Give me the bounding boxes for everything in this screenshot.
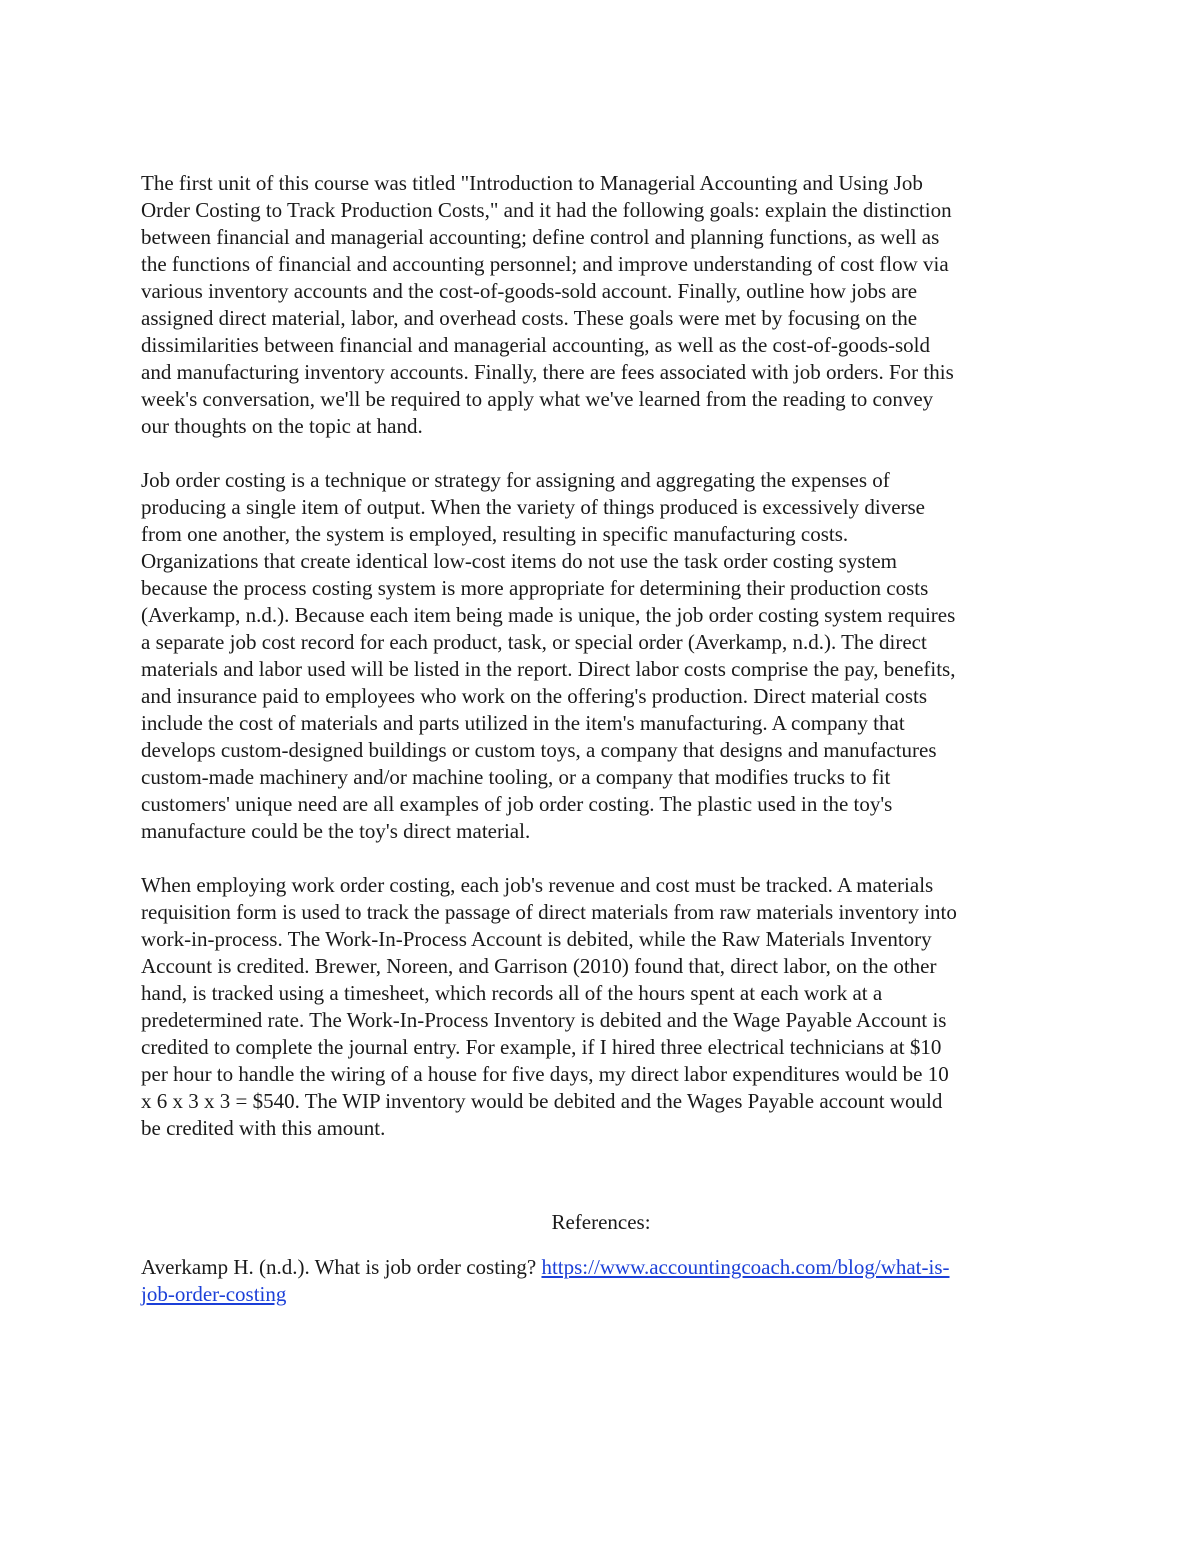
text-line: a separate job cost record for each product, task, or special order (Averkamp, n.d.). The direct: [141, 630, 927, 654]
reference-line: [141, 1254, 1061, 1281]
text-line: requisition form is used to track the passage of direct materials from raw materials inventory into: [141, 900, 957, 924]
text-line: Order Costing to Track Production Costs," and it had the following goals: explain the distinction: [141, 198, 952, 222]
paragraph-2: [141, 467, 1061, 845]
text-line: and manufacturing inventory accounts. Finally, there are fees associated with job orders. For this: [141, 360, 954, 384]
text-line: work-in-process. The Work-In-Process Account is debited, while the Raw Materials Inventory: [141, 927, 932, 951]
text-line: credited to complete the journal entry. For example, if I hired three electrical technicians at $10: [141, 1035, 942, 1059]
text-line: and insurance paid to employees who work on the offering's production. Direct material costs: [141, 684, 928, 708]
paragraph-3: [141, 872, 1061, 1142]
text-line: our thoughts on the topic at hand.: [141, 414, 423, 438]
document-body: [141, 170, 1061, 1308]
text-line: between financial and managerial accounting; define control and planning functions, as well as: [141, 225, 940, 249]
references-heading: References:: [551, 1210, 651, 1234]
text-line: customers' unique need are all examples of job order costing. The plastic used in the toy's: [141, 792, 893, 816]
text-line: custom-made machinery and/or machine tooling, or a company that modifies trucks to fit: [141, 765, 891, 789]
reference-link-continued[interactable]: job-order-costing: [141, 1282, 287, 1306]
text-line: assigned direct material, labor, and overhead costs. These goals were met by focusing on the: [141, 306, 918, 330]
text-line: because the process costing system is more appropriate for determining their production costs: [141, 576, 929, 600]
text-line: Job order costing is a technique or strategy for assigning and aggregating the expenses of: [141, 468, 890, 492]
paragraph-1: [141, 170, 1061, 440]
text-line: develops custom-designed buildings or custom toys, a company that designs and manufactures: [141, 738, 937, 762]
text-line: dissimilarities between financial and managerial accounting, as well as the cost-of-goods-sold: [141, 333, 931, 357]
text-line: x 6 x 3 x 3 = $540. The WIP inventory would be debited and the Wages Payable account would: [141, 1089, 943, 1113]
text-line: include the cost of materials and parts utilized in the item's manufacturing. A company that: [141, 711, 905, 735]
text-line: predetermined rate. The Work-In-Process Inventory is debited and the Wage Payable Account is: [141, 1008, 947, 1032]
text-line: (Averkamp, n.d.). Because each item being made is unique, the job order costing system requires: [141, 603, 956, 627]
text-line: from one another, the system is employed, resulting in specific manufacturing costs.: [141, 522, 849, 546]
text-line: be credited with this amount.: [141, 1116, 386, 1140]
text-line: The first unit of this course was titled "Introduction to Managerial Accounting and Using Job: [141, 171, 923, 195]
text-line: week's conversation, we'll be required to apply what we've learned from the reading to convey: [141, 387, 934, 411]
reference-entry: [141, 1254, 1061, 1308]
text-line: Organizations that create identical low-cost items do not use the task order costing system: [141, 549, 897, 573]
text-line: manufacture could be the toy's direct material.: [141, 819, 531, 843]
text-line: Account is credited. Brewer, Noreen, and Garrison (2010) found that, direct labor, on the other: [141, 954, 937, 978]
text-line: producing a single item of output. When the variety of things produced is excessively diverse: [141, 495, 926, 519]
reference-line: [141, 1281, 1061, 1308]
reference-link[interactable]: https://www.accountingcoach.com/blog/what-is-: [541, 1255, 950, 1279]
reference-text: Averkamp H. (n.d.). What is job order costing?: [141, 1255, 542, 1279]
text-line: the functions of financial and accounting personnel; and improve understanding of cost flow via: [141, 252, 949, 276]
text-line: When employing work order costing, each job's revenue and cost must be tracked. A materials: [141, 873, 934, 897]
text-line: per hour to handle the wiring of a house for five days, my direct labor expenditures would be 10: [141, 1062, 949, 1086]
text-line: hand, is tracked using a timesheet, which records all of the hours spent at each work at a: [141, 981, 883, 1005]
text-line: materials and labor used will be listed in the report. Direct labor costs comprise the pay, benefits,: [141, 657, 956, 681]
text-line: various inventory accounts and the cost-of-goods-sold account. Finally, outline how jobs are: [141, 279, 918, 303]
